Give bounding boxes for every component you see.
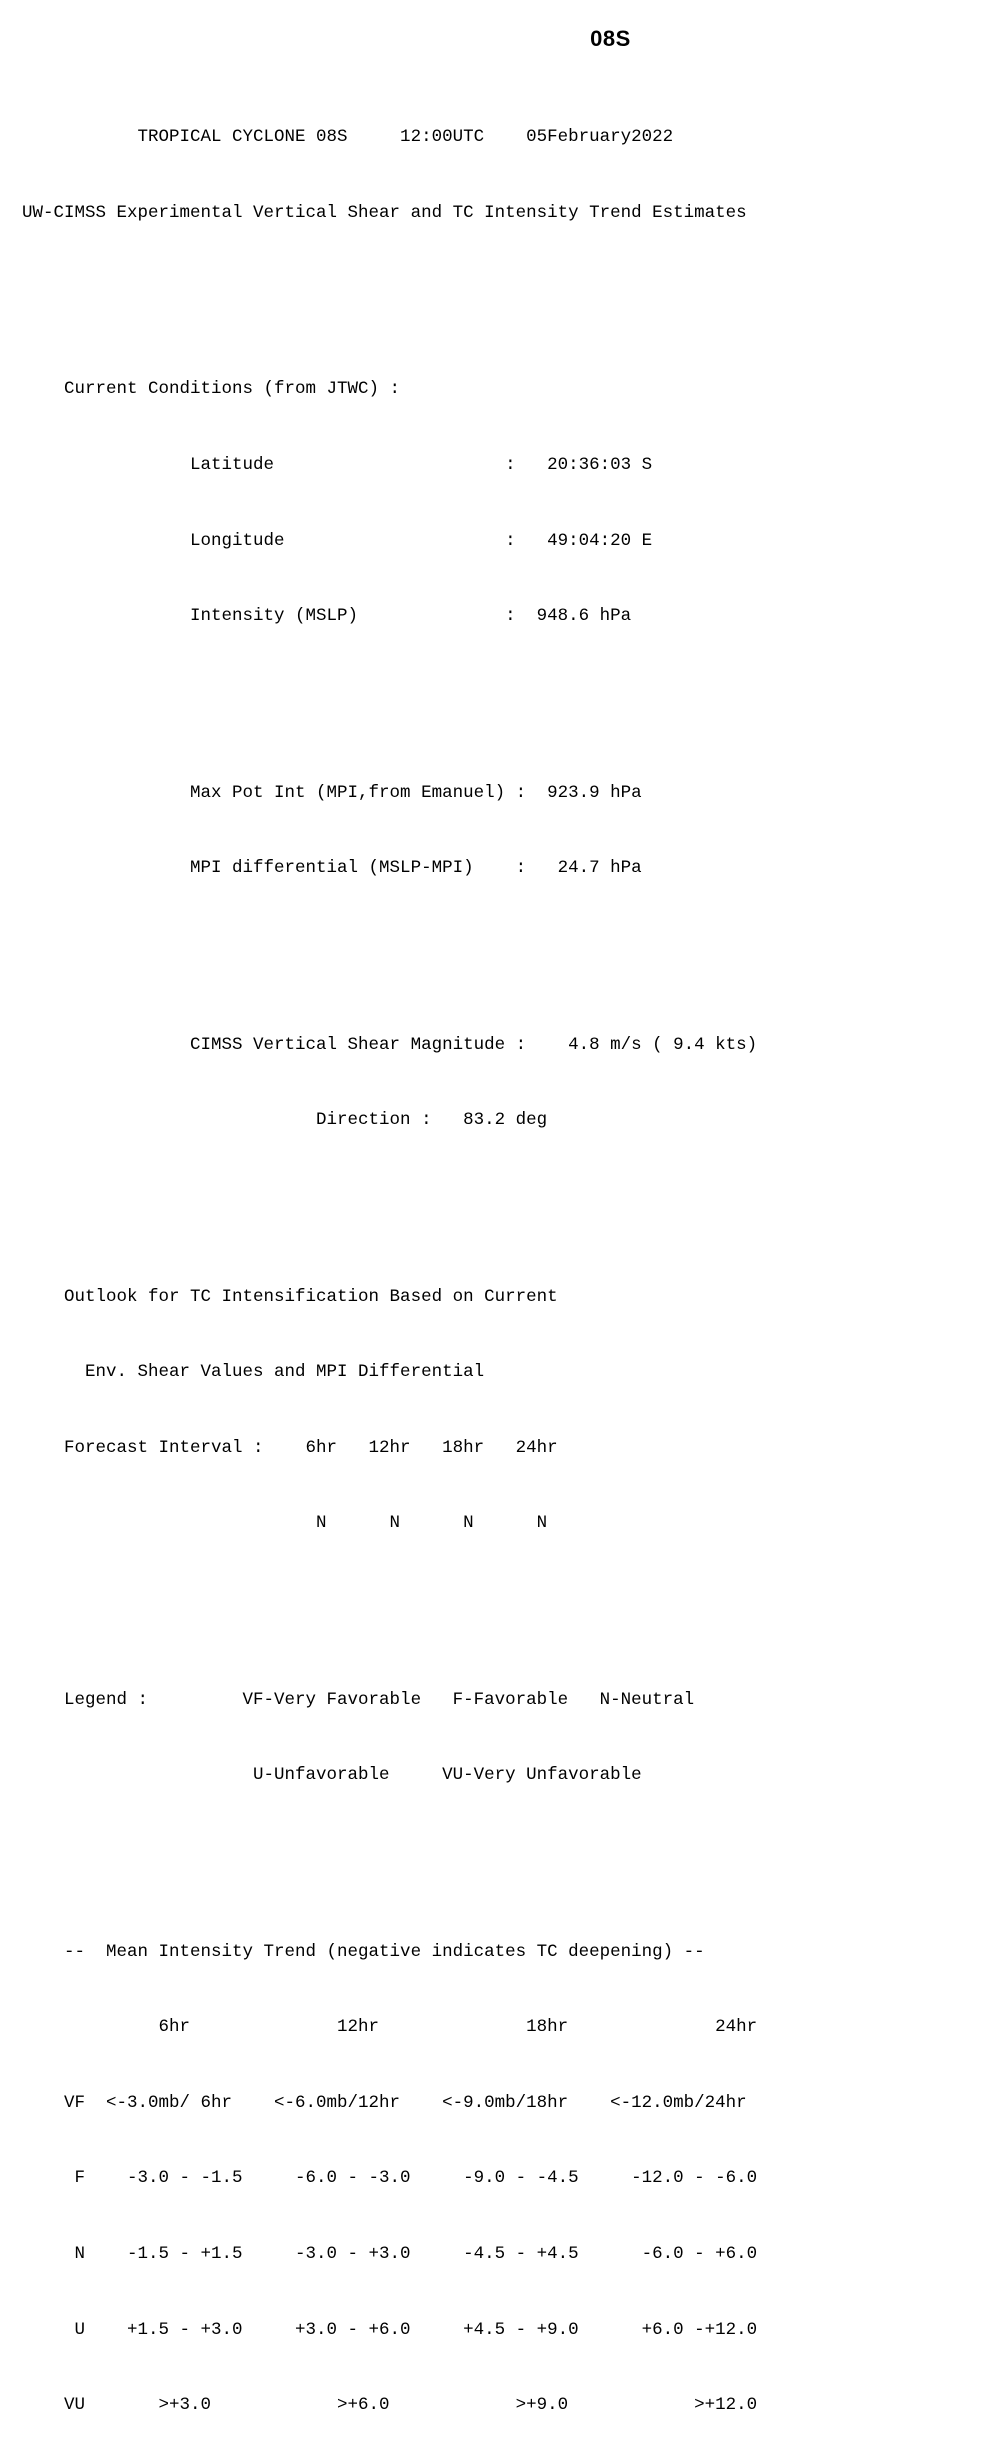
report-header-line: UW-CIMSS Experimental Vertical Shear and TC Intensity Trend Estimates [22,203,747,223]
trend-row-u: U +1.5 - +3.0 +3.0 - +6.0 +4.5 - +9.0 +6.0 -+12.0 [22,2319,758,2340]
current-conditions-heading: Current Conditions (from JTWC) : [22,379,401,400]
trend-row-f: F -3.0 - -1.5 -6.0 - -3.0 -9.0 - -4.5 -12.0 - -6.0 [22,2168,758,2189]
longitude-line: Longitude : 49:04:20 E [22,530,653,551]
mpi-differential-line: MPI differential (MSLP-MPI) : 24.7 hPa [22,858,642,879]
shear-report [22,75,757,2444]
trend-row-vu: VU >+3.0 >+6.0 >+9.0 >+12.0 [22,2395,758,2416]
legend-line: U-Unfavorable VU-Very Unfavorable [22,1765,642,1786]
spacer [22,932,757,957]
trend-column-headers: 6hr 12hr 18hr 24hr [22,2017,758,2038]
forecast-values-line: N N N N [22,1513,548,1534]
spacer [22,1839,757,1864]
shear-magnitude-line: CIMSS Vertical Shear Magnitude : 4.8 m/s ( 9.4 kts) [22,1034,758,1055]
forecast-interval-line: Forecast Interval : 6hr 12hr 18hr 24hr [22,1437,558,1458]
storm-title: 08S [590,26,631,51]
shear-direction-line: Direction : 83.2 deg [22,1110,548,1131]
spacer [22,1587,757,1612]
report-header-line: TROPICAL CYCLONE 08S 12:00UTC 05February2022 [22,127,674,148]
intensity-line: Intensity (MSLP) : 948.6 hPa [22,606,632,627]
outlook-heading-line: Outlook for TC Intensification Based on Current [22,1286,558,1307]
latitude-line: Latitude : 20:36:03 S [22,454,653,475]
spacer [22,680,757,705]
legend-line: Legend : VF-Very Favorable F-Favorable N-Neutral [22,1689,695,1710]
spacer [22,1184,757,1209]
trend-row-vf: VF <-3.0mb/ 6hr <-6.0mb/12hr <-9.0mb/18hr <-12.0mb/24hr [22,2092,747,2113]
trend-heading-line: -- Mean Intensity Trend (negative indicates TC deepening) -- [22,1941,705,1962]
trend-row-n: N -1.5 - +1.5 -3.0 - +3.0 -4.5 - +4.5 -6.0 - +6.0 [22,2244,758,2265]
max-pot-int-line: Max Pot Int (MPI,from Emanuel) : 923.9 hPa [22,782,642,803]
spacer [22,277,757,302]
outlook-subheading-line: Env. Shear Values and MPI Differential [22,1362,485,1383]
